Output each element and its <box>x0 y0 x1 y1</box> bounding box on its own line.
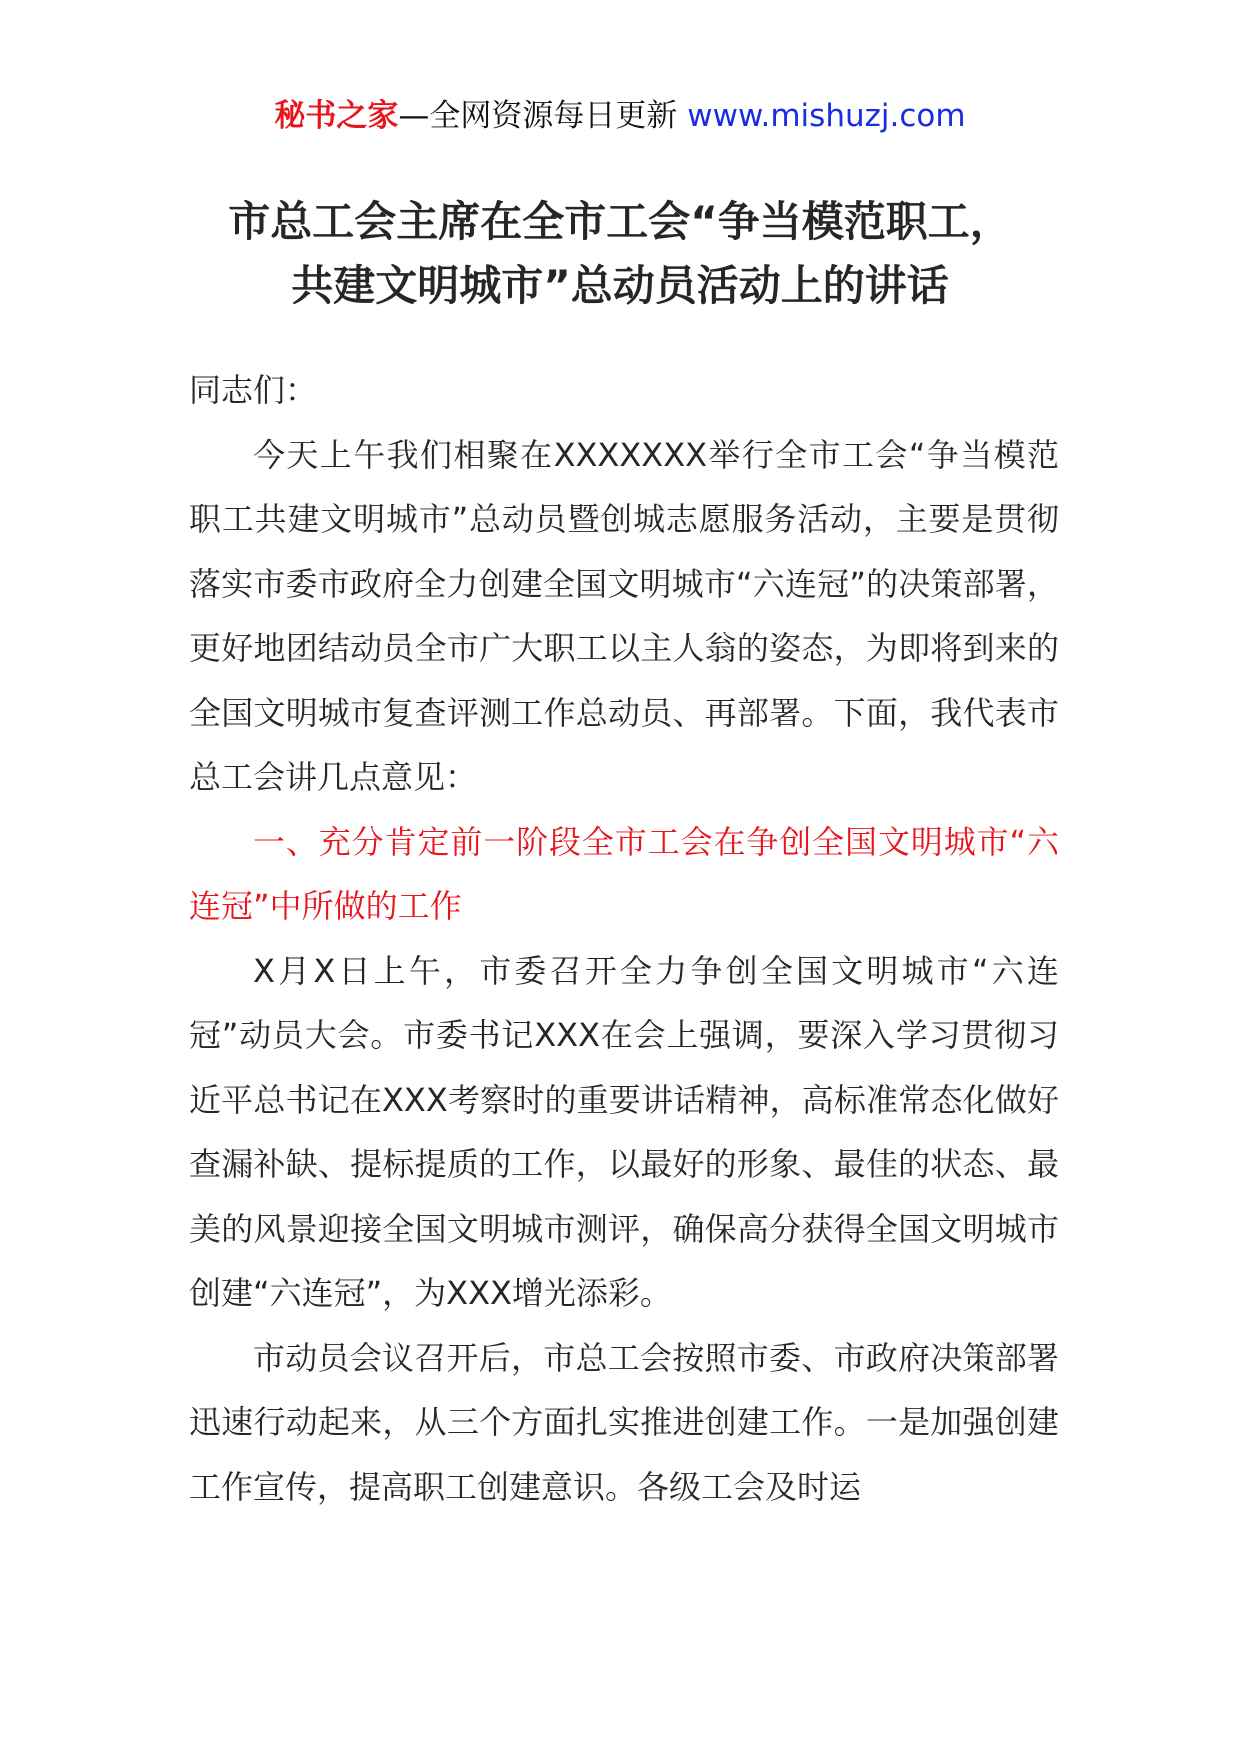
title-line-2: 共建文明城市”总动员活动上的讲话 <box>291 261 949 310</box>
paragraph-implementation: 市动员会议召开后，市总工会按照市委、市政府决策部署迅速行动起来，从三个方面扎实推进创建工作。一是加强创建工作宣传，提高职工创建意识。各级工会及时运 <box>189 1338 1059 1506</box>
section-heading-1: 一、充分肯定前一阶段全市工会在争创全国文明城市“六连冠”中所做的工作 <box>189 822 1059 925</box>
site-url-link[interactable]: www.mishuzj.com <box>687 98 966 134</box>
title-line-1: 市总工会主席在全市工会“争当模范职工， <box>228 197 1012 246</box>
salutation: 同志们： <box>189 371 318 409</box>
header-tagline: —全网资源每日更新 <box>398 98 678 134</box>
paragraph-intro: 今天上午我们相聚在XXXXXXX举行全市工会“争当模范职工共建文明城市”总动员暨创城志愿服务活动，主要是贯彻落实市委市政府全力创建全国文明城市“六连冠”的决策部署，更好地团结动员全市广大职工以主人翁的姿态，为即将到来的全国文明城市复查评测工作总动员、再部署。下面，我代表市总工会讲几点意见： <box>189 435 1059 796</box>
brand-name: 秘书之家 <box>274 98 399 134</box>
document-title <box>150 190 1090 318</box>
document-body <box>189 358 1059 1519</box>
site-header <box>0 96 1240 136</box>
paragraph-mobilization-meeting: X月X日上午，市委召开全力争创全国文明城市“六连冠”动员大会。市委书记XXX在会上强调，要深入学习贯彻习近平总书记在XXX考察时的重要讲话精神，高标准常态化做好查漏补缺、提标提质的工作，以最好的形象、最佳的状态、最美的风景迎接全国文明城市测评，确保高分获得全国文明城市创建“六连冠”，为XXX增光添彩。 <box>189 951 1059 1312</box>
